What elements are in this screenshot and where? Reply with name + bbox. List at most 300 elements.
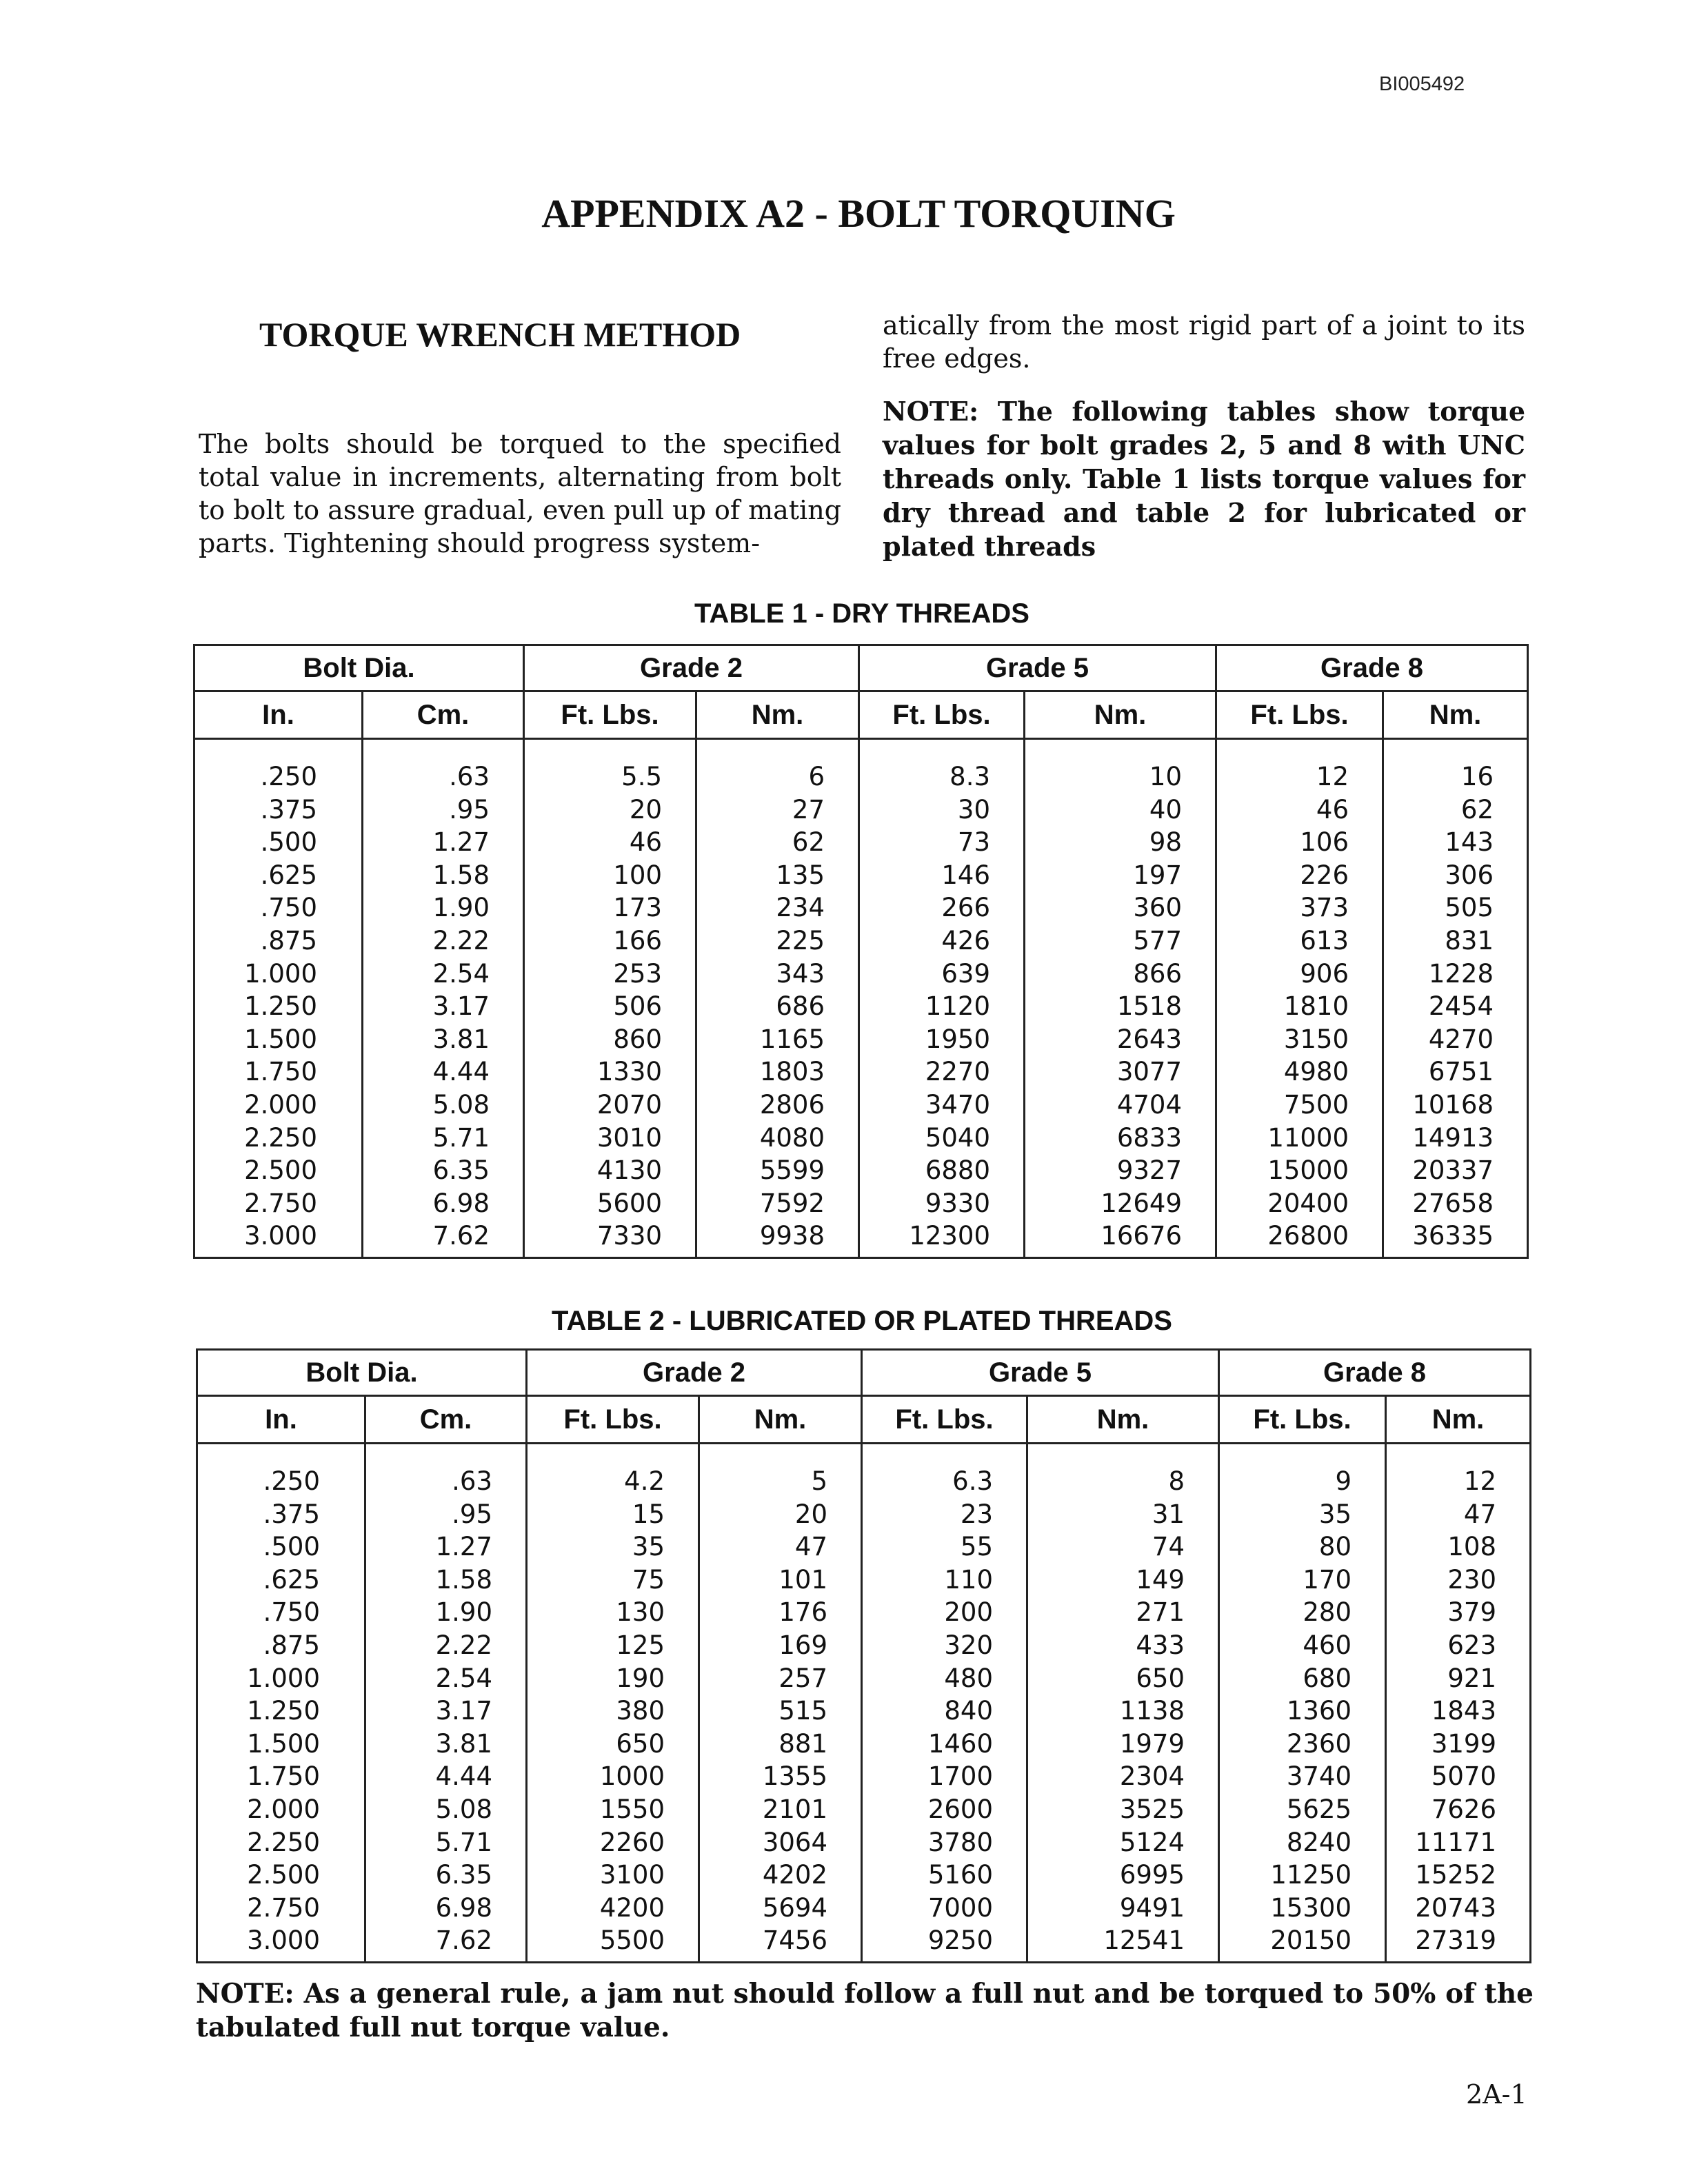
grade5-ftlbs-cell: 7000	[862, 1892, 1027, 1925]
grade8-ftlbs-cell: 15300	[1219, 1892, 1386, 1925]
in-cell: 2.000	[197, 1793, 365, 1826]
grade2-ftlbs-cell: 2070	[524, 1089, 696, 1122]
grade2-ftlbs-cell: 1550	[527, 1793, 699, 1826]
grade5-ftlbs-cell: 5040	[859, 1122, 1025, 1155]
cm-cell: 5.71	[363, 1122, 524, 1155]
grade5-ftlbs-cell: 2600	[862, 1793, 1027, 1826]
grade5-ftlbs-cell: 5160	[862, 1859, 1027, 1892]
table-row	[197, 1826, 1531, 1859]
grade8-nm-cell: 230	[1386, 1564, 1531, 1597]
table-row	[194, 760, 1528, 793]
grade8-ftlbs-cell: 4980	[1216, 1055, 1383, 1089]
cm-cell: .63	[363, 760, 524, 793]
grade2-nm-header: Nm.	[696, 691, 859, 739]
grade8-nm-cell: 2454	[1383, 990, 1528, 1023]
grade2-ftlbs-cell: 46	[524, 826, 696, 859]
grade5-ftlbs-header: Ft. Lbs.	[862, 1396, 1027, 1444]
grade8-nm-cell: 623	[1386, 1629, 1531, 1662]
cm-cell: 3.17	[365, 1695, 527, 1728]
grade8-nm-cell: 505	[1383, 891, 1528, 924]
bolt-dia-header: Bolt Dia.	[197, 1350, 527, 1396]
grade5-ftlbs-cell: 200	[862, 1596, 1027, 1629]
grade5-nm-cell: 6995	[1027, 1859, 1219, 1892]
grade2-ftlbs-cell: 3010	[524, 1122, 696, 1155]
grade8-ftlbs-cell: 106	[1216, 826, 1383, 859]
grade2-ftlbs-cell: 15	[527, 1498, 699, 1531]
in-cell: 2.500	[194, 1154, 363, 1187]
table-row	[197, 1465, 1531, 1498]
grade5-nm-cell: 1138	[1027, 1695, 1219, 1728]
grade5-ftlbs-cell: 1120	[859, 990, 1025, 1023]
table-row	[194, 958, 1528, 991]
grade5-nm-cell: 16676	[1025, 1220, 1216, 1257]
grade5-ftlbs-cell: 1700	[862, 1760, 1027, 1793]
grade2-ftlbs-cell: 190	[527, 1662, 699, 1695]
table-row	[194, 1154, 1528, 1187]
grade5-nm-cell: 433	[1027, 1629, 1219, 1662]
cm-cell: 4.44	[363, 1055, 524, 1089]
grade8-nm-cell: 16	[1383, 760, 1528, 793]
grade5-ftlbs-header: Ft. Lbs.	[859, 691, 1025, 739]
table-header-row	[197, 1350, 1531, 1396]
in-cell: 2.250	[197, 1826, 365, 1859]
grade8-ftlbs-cell: 20400	[1216, 1187, 1383, 1220]
grade8-ftlbs-cell: 20150	[1219, 1924, 1386, 1962]
in-cell: .375	[197, 1498, 365, 1531]
table-row	[197, 1924, 1531, 1962]
in-cell: .875	[194, 924, 363, 958]
table-row	[194, 1122, 1528, 1155]
grade2-nm-cell: 881	[699, 1728, 862, 1761]
grade8-nm-cell: 62	[1383, 793, 1528, 827]
grade2-nm-cell: 62	[696, 826, 859, 859]
grade8-ftlbs-cell: 35	[1219, 1498, 1386, 1531]
cm-cell: .95	[363, 793, 524, 827]
grade5-ftlbs-cell: 320	[862, 1629, 1027, 1662]
grade5-nm-cell: 98	[1025, 826, 1216, 859]
cm-cell: .95	[365, 1498, 527, 1531]
grade2-ftlbs-cell: 506	[524, 990, 696, 1023]
in-cell: 3.000	[194, 1220, 363, 1257]
grade2-nm-cell: 515	[699, 1695, 862, 1728]
grade5-nm-cell: 12541	[1027, 1924, 1219, 1962]
grade5-header: Grade 5	[862, 1350, 1219, 1396]
in-cell: .875	[197, 1629, 365, 1662]
in-header: In.	[194, 691, 363, 739]
grade8-ftlbs-cell: 11000	[1216, 1122, 1383, 1155]
cm-cell: 1.90	[365, 1596, 527, 1629]
grade2-ftlbs-cell: 173	[524, 891, 696, 924]
grade2-ftlbs-cell: 20	[524, 793, 696, 827]
grade5-nm-cell: 40	[1025, 793, 1216, 827]
table-row	[194, 1089, 1528, 1122]
cm-cell: 6.35	[365, 1859, 527, 1892]
grade8-nm-header: Nm.	[1383, 691, 1528, 739]
in-cell: 1.000	[197, 1662, 365, 1695]
table-row	[194, 924, 1528, 958]
grade2-ftlbs-header: Ft. Lbs.	[527, 1396, 699, 1444]
in-cell: .500	[194, 826, 363, 859]
grade8-nm-cell: 306	[1383, 859, 1528, 892]
grade2-ftlbs-cell: 3100	[527, 1859, 699, 1892]
grade5-ftlbs-cell: 9330	[859, 1187, 1025, 1220]
lubricated-threads-table	[196, 1348, 1531, 1963]
cm-cell: 3.17	[363, 990, 524, 1023]
cm-cell: 5.08	[363, 1089, 524, 1122]
cm-cell: 2.22	[363, 924, 524, 958]
grade2-header: Grade 2	[527, 1350, 862, 1396]
table-row	[197, 1498, 1531, 1531]
cm-cell: 6.35	[363, 1154, 524, 1187]
cm-cell: 1.27	[365, 1530, 527, 1564]
grade8-header: Grade 8	[1216, 645, 1528, 691]
grade5-ftlbs-cell: 2270	[859, 1055, 1025, 1089]
section-heading: TORQUE WRENCH METHOD	[259, 315, 741, 354]
intro-paragraph-continued: atically from the most rigid part of a joint to its free edges.	[883, 310, 1525, 374]
grade2-nm-cell: 1165	[696, 1023, 859, 1056]
grade5-ftlbs-cell: 9250	[862, 1924, 1027, 1962]
in-cell: 2.750	[194, 1187, 363, 1220]
grade8-ftlbs-cell: 5625	[1219, 1793, 1386, 1826]
table-row	[194, 793, 1528, 827]
grade5-nm-cell: 6833	[1025, 1122, 1216, 1155]
in-cell: 1.500	[194, 1023, 363, 1056]
grade2-nm-cell: 169	[699, 1629, 862, 1662]
grade8-nm-cell: 3199	[1386, 1728, 1531, 1761]
grade5-nm-cell: 149	[1027, 1564, 1219, 1597]
cm-cell: 2.54	[365, 1662, 527, 1695]
grade8-ftlbs-cell: 170	[1219, 1564, 1386, 1597]
grade8-nm-cell: 11171	[1386, 1826, 1531, 1859]
grade5-nm-cell: 8	[1027, 1465, 1219, 1498]
grade2-nm-cell: 176	[699, 1596, 862, 1629]
grade5-nm-cell: 650	[1027, 1662, 1219, 1695]
table-row	[194, 891, 1528, 924]
cm-cell: 7.62	[365, 1924, 527, 1962]
table-header-row	[194, 645, 1528, 691]
grade8-ftlbs-cell: 11250	[1219, 1859, 1386, 1892]
grade2-ftlbs-cell: 4130	[524, 1154, 696, 1187]
grade8-nm-cell: 7626	[1386, 1793, 1531, 1826]
cm-cell: 2.22	[365, 1629, 527, 1662]
table1-title: TABLE 1 - DRY THREADS	[694, 598, 1029, 629]
grade8-ftlbs-cell: 906	[1216, 958, 1383, 991]
grade2-nm-cell: 135	[696, 859, 859, 892]
in-cell: 1.500	[197, 1728, 365, 1761]
grade2-nm-cell: 257	[699, 1662, 862, 1695]
grade2-ftlbs-cell: 100	[524, 859, 696, 892]
grade8-ftlbs-cell: 8240	[1219, 1826, 1386, 1859]
grade2-nm-cell: 343	[696, 958, 859, 991]
grade5-nm-cell: 10	[1025, 760, 1216, 793]
grade2-nm-cell: 234	[696, 891, 859, 924]
grade2-ftlbs-cell: 4.2	[527, 1465, 699, 1498]
grade2-ftlbs-cell: 75	[527, 1564, 699, 1597]
dry-threads-table	[193, 644, 1529, 1259]
grade8-ftlbs-cell: 46	[1216, 793, 1383, 827]
table-subheader-row	[197, 1396, 1531, 1444]
cm-header: Cm.	[365, 1396, 527, 1444]
in-cell: .625	[194, 859, 363, 892]
in-cell: .500	[197, 1530, 365, 1564]
table-row	[197, 1859, 1531, 1892]
grade2-ftlbs-cell: 860	[524, 1023, 696, 1056]
grade8-ftlbs-header: Ft. Lbs.	[1216, 691, 1383, 739]
grade8-nm-cell: 36335	[1383, 1220, 1528, 1257]
in-cell: 3.000	[197, 1924, 365, 1962]
table-row	[194, 826, 1528, 859]
grade8-nm-cell: 143	[1383, 826, 1528, 859]
grade2-header: Grade 2	[524, 645, 859, 691]
grade5-ftlbs-cell: 55	[862, 1530, 1027, 1564]
cm-cell: 4.44	[365, 1760, 527, 1793]
grade5-nm-cell: 271	[1027, 1596, 1219, 1629]
table2-title: TABLE 2 - LUBRICATED OR PLATED THREADS	[552, 1306, 1172, 1336]
grade5-ftlbs-cell: 110	[862, 1564, 1027, 1597]
grade5-nm-header: Nm.	[1025, 691, 1216, 739]
grade8-nm-header: Nm.	[1386, 1396, 1531, 1444]
grade5-ftlbs-cell: 639	[859, 958, 1025, 991]
grade5-nm-cell: 2304	[1027, 1760, 1219, 1793]
grade8-ftlbs-cell: 280	[1219, 1596, 1386, 1629]
jam-nut-note: NOTE: As a general rule, a jam nut should follow a full nut and be torqued to 50% of the tabulated full nut torque value.	[196, 1978, 1534, 2043]
grade2-nm-cell: 1803	[696, 1055, 859, 1089]
cm-cell: 3.81	[363, 1023, 524, 1056]
cm-cell: 5.08	[365, 1793, 527, 1826]
grade5-nm-cell: 12649	[1025, 1187, 1216, 1220]
grade8-nm-cell: 14913	[1383, 1122, 1528, 1155]
page-number: 2A-1	[1466, 2079, 1527, 2110]
grade5-ftlbs-cell: 6.3	[862, 1465, 1027, 1498]
grade2-ftlbs-cell: 650	[527, 1728, 699, 1761]
grade8-ftlbs-cell: 373	[1216, 891, 1383, 924]
in-cell: 1.250	[194, 990, 363, 1023]
table-row	[197, 1793, 1531, 1826]
grade2-nm-cell: 7456	[699, 1924, 862, 1962]
grade2-nm-cell: 7592	[696, 1187, 859, 1220]
grade8-ftlbs-cell: 226	[1216, 859, 1383, 892]
in-cell: 1.750	[197, 1760, 365, 1793]
grade5-nm-cell: 866	[1025, 958, 1216, 991]
grade8-ftlbs-cell: 12	[1216, 760, 1383, 793]
in-cell: 1.000	[194, 958, 363, 991]
bolt-dia-header: Bolt Dia.	[194, 645, 524, 691]
grade5-nm-cell: 4704	[1025, 1089, 1216, 1122]
cm-cell: 1.58	[365, 1564, 527, 1597]
grade8-nm-cell: 1228	[1383, 958, 1528, 991]
table-row	[197, 1629, 1531, 1662]
grade5-ftlbs-cell: 23	[862, 1498, 1027, 1531]
grade2-ftlbs-cell: 380	[527, 1695, 699, 1728]
grade2-ftlbs-cell: 125	[527, 1629, 699, 1662]
page-title: APPENDIX A2 - BOLT TORQUING	[541, 191, 1176, 236]
cm-cell: 3.81	[365, 1728, 527, 1761]
table-row	[197, 1728, 1531, 1761]
grade2-ftlbs-cell: 166	[524, 924, 696, 958]
in-cell: 1.250	[197, 1695, 365, 1728]
grade2-ftlbs-cell: 1330	[524, 1055, 696, 1089]
grade5-nm-cell: 197	[1025, 859, 1216, 892]
grade8-ftlbs-cell: 26800	[1216, 1220, 1383, 1257]
grade8-ftlbs-cell: 7500	[1216, 1089, 1383, 1122]
table2-body	[197, 1444, 1531, 1963]
grade5-nm-cell: 1518	[1025, 990, 1216, 1023]
table-row	[194, 1220, 1528, 1257]
in-header: In.	[197, 1396, 365, 1444]
grade5-nm-cell: 5124	[1027, 1826, 1219, 1859]
table-row	[197, 1760, 1531, 1793]
grade8-ftlbs-cell: 680	[1219, 1662, 1386, 1695]
in-cell: .375	[194, 793, 363, 827]
grade2-nm-cell: 2806	[696, 1089, 859, 1122]
table-row	[194, 1055, 1528, 1089]
grade8-nm-cell: 831	[1383, 924, 1528, 958]
grade8-ftlbs-cell: 1360	[1219, 1695, 1386, 1728]
in-cell: .750	[194, 891, 363, 924]
grade2-nm-cell: 5599	[696, 1154, 859, 1187]
grade8-ftlbs-cell: 1810	[1216, 990, 1383, 1023]
grade2-nm-cell: 6	[696, 760, 859, 793]
grade8-ftlbs-cell: 2360	[1219, 1728, 1386, 1761]
cm-cell: 7.62	[363, 1220, 524, 1257]
cm-cell: 6.98	[363, 1187, 524, 1220]
grade8-nm-cell: 27658	[1383, 1187, 1528, 1220]
grade5-nm-cell: 31	[1027, 1498, 1219, 1531]
in-cell: 2.750	[197, 1892, 365, 1925]
grade8-nm-cell: 12	[1386, 1465, 1531, 1498]
in-cell: 2.000	[194, 1089, 363, 1122]
grade5-nm-cell: 9491	[1027, 1892, 1219, 1925]
table-subheader-row	[194, 691, 1528, 739]
table-row	[197, 1564, 1531, 1597]
table-row	[197, 1530, 1531, 1564]
grade8-ftlbs-cell: 460	[1219, 1629, 1386, 1662]
table-row	[194, 1187, 1528, 1220]
cm-cell: .63	[365, 1465, 527, 1498]
grade8-nm-cell: 1843	[1386, 1695, 1531, 1728]
grade5-nm-cell: 1979	[1027, 1728, 1219, 1761]
grade8-ftlbs-cell: 15000	[1216, 1154, 1383, 1187]
grade2-nm-cell: 4080	[696, 1122, 859, 1155]
in-cell: .750	[197, 1596, 365, 1629]
grade2-ftlbs-cell: 35	[527, 1530, 699, 1564]
table-row	[197, 1662, 1531, 1695]
grade2-nm-cell: 4202	[699, 1859, 862, 1892]
grade5-nm-cell: 9327	[1025, 1154, 1216, 1187]
grade8-ftlbs-cell: 9	[1219, 1465, 1386, 1498]
grade2-nm-cell: 1355	[699, 1760, 862, 1793]
cm-cell: 5.71	[365, 1826, 527, 1859]
grade5-nm-cell: 3077	[1025, 1055, 1216, 1089]
cm-cell: 1.27	[363, 826, 524, 859]
document-id: BI005492	[1379, 73, 1465, 95]
grade8-nm-cell: 5070	[1386, 1760, 1531, 1793]
grade5-ftlbs-cell: 8.3	[859, 760, 1025, 793]
grade8-nm-cell: 47	[1386, 1498, 1531, 1531]
table-row	[194, 990, 1528, 1023]
grade8-ftlbs-cell: 80	[1219, 1530, 1386, 1564]
grade2-ftlbs-cell: 5600	[524, 1187, 696, 1220]
grade2-ftlbs-cell: 1000	[527, 1760, 699, 1793]
grade2-ftlbs-cell: 7330	[524, 1220, 696, 1257]
grade8-nm-cell: 6751	[1383, 1055, 1528, 1089]
grade5-ftlbs-cell: 1460	[862, 1728, 1027, 1761]
grade2-ftlbs-cell: 5500	[527, 1924, 699, 1962]
grade8-ftlbs-cell: 3150	[1216, 1023, 1383, 1056]
cm-cell: 6.98	[365, 1892, 527, 1925]
grade5-ftlbs-cell: 3780	[862, 1826, 1027, 1859]
grade5-ftlbs-cell: 12300	[859, 1220, 1025, 1257]
grade5-nm-cell: 577	[1025, 924, 1216, 958]
grade8-nm-cell: 4270	[1383, 1023, 1528, 1056]
grade8-ftlbs-header: Ft. Lbs.	[1219, 1396, 1386, 1444]
grade5-header: Grade 5	[859, 645, 1216, 691]
grade8-nm-cell: 20337	[1383, 1154, 1528, 1187]
grade8-header: Grade 8	[1219, 1350, 1531, 1396]
grade8-nm-cell: 10168	[1383, 1089, 1528, 1122]
grade8-nm-cell: 20743	[1386, 1892, 1531, 1925]
grade8-ftlbs-cell: 613	[1216, 924, 1383, 958]
grade5-ftlbs-cell: 30	[859, 793, 1025, 827]
grade2-ftlbs-cell: 253	[524, 958, 696, 991]
in-cell: .250	[197, 1465, 365, 1498]
grade2-nm-cell: 3064	[699, 1826, 862, 1859]
in-cell: 2.250	[194, 1122, 363, 1155]
table-row	[197, 1892, 1531, 1925]
grade8-nm-cell: 379	[1386, 1596, 1531, 1629]
grade5-nm-cell: 74	[1027, 1530, 1219, 1564]
grade8-nm-cell: 15252	[1386, 1859, 1531, 1892]
grade5-nm-header: Nm.	[1027, 1396, 1219, 1444]
grade2-nm-cell: 20	[699, 1498, 862, 1531]
intro-paragraph: The bolts should be torqued to the specified total value in increments, alternating from bolt to bolt to assure gradual, even pull up of mating parts. Tightening should progress system-	[199, 429, 841, 558]
grade8-ftlbs-cell: 3740	[1219, 1760, 1386, 1793]
grade2-nm-cell: 686	[696, 990, 859, 1023]
cm-cell: 1.58	[363, 859, 524, 892]
in-cell: 1.750	[194, 1055, 363, 1089]
grade5-ftlbs-cell: 6880	[859, 1154, 1025, 1187]
table1-body	[194, 739, 1528, 1258]
cm-cell: 1.90	[363, 891, 524, 924]
grade2-ftlbs-cell: 130	[527, 1596, 699, 1629]
grade5-ftlbs-cell: 1950	[859, 1023, 1025, 1056]
grade2-nm-cell: 47	[699, 1530, 862, 1564]
grade2-nm-cell: 101	[699, 1564, 862, 1597]
grade2-nm-cell: 225	[696, 924, 859, 958]
cm-cell: 2.54	[363, 958, 524, 991]
grade2-nm-cell: 9938	[696, 1220, 859, 1257]
grade2-nm-cell: 5694	[699, 1892, 862, 1925]
cm-header: Cm.	[363, 691, 524, 739]
grade2-nm-header: Nm.	[699, 1396, 862, 1444]
table-row	[197, 1695, 1531, 1728]
grade5-ftlbs-cell: 146	[859, 859, 1025, 892]
grade2-ftlbs-cell: 4200	[527, 1892, 699, 1925]
in-cell: .250	[194, 760, 363, 793]
grade8-nm-cell: 108	[1386, 1530, 1531, 1564]
grade5-ftlbs-cell: 840	[862, 1695, 1027, 1728]
in-cell: .625	[197, 1564, 365, 1597]
grade5-ftlbs-cell: 426	[859, 924, 1025, 958]
grade2-ftlbs-cell: 5.5	[524, 760, 696, 793]
grade5-ftlbs-cell: 480	[862, 1662, 1027, 1695]
grade5-ftlbs-cell: 73	[859, 826, 1025, 859]
grade5-ftlbs-cell: 266	[859, 891, 1025, 924]
grade8-nm-cell: 27319	[1386, 1924, 1531, 1962]
grade2-ftlbs-header: Ft. Lbs.	[524, 691, 696, 739]
grade2-nm-cell: 27	[696, 793, 859, 827]
table-row	[194, 1023, 1528, 1056]
